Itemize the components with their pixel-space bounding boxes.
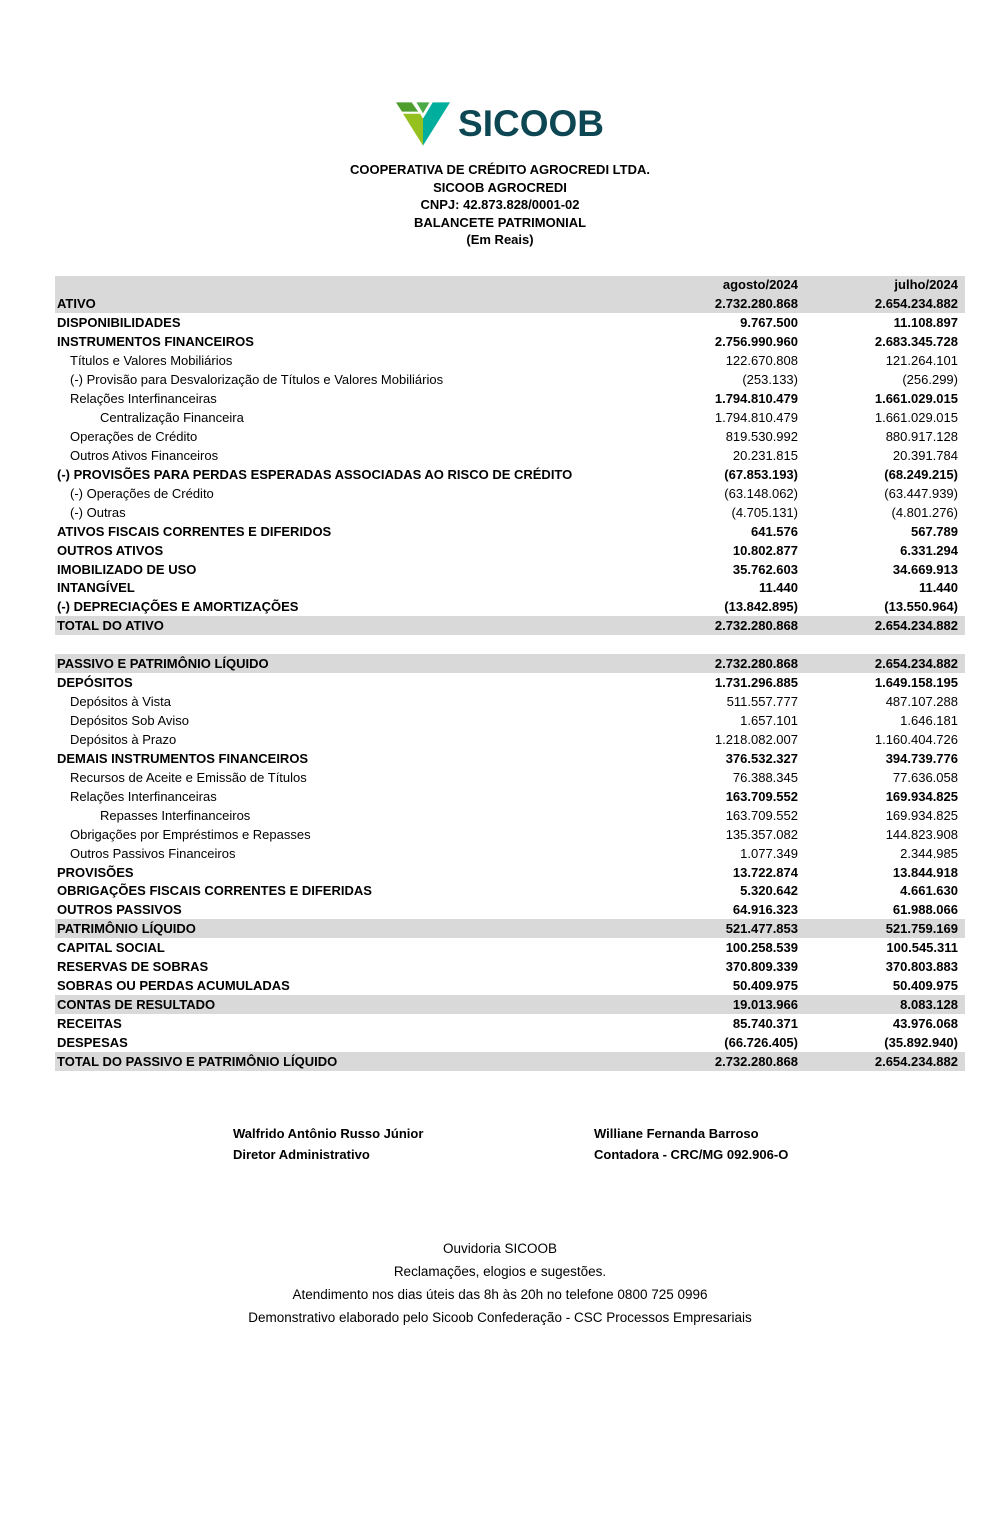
- row-value-julho: 1.661.029.015: [874, 410, 958, 426]
- row-value-julho: (13.550.964): [884, 599, 958, 615]
- row-label: Recursos de Aceite e Emissão de Títulos: [70, 769, 307, 785]
- row-label: Repasses Interfinanceiros: [100, 807, 251, 823]
- row-value-julho: 2.654.234.882: [874, 1053, 958, 1069]
- table-row: [55, 673, 965, 692]
- row-value-julho: (63.447.939): [884, 485, 958, 501]
- table-row: [55, 522, 965, 541]
- row-value-agosto: 1.794.810.479: [714, 391, 798, 407]
- table-row: [55, 749, 965, 768]
- row-value-agosto: (253.133): [742, 372, 798, 388]
- row-value-agosto: (13.842.895): [724, 599, 798, 615]
- row-value-julho: 20.391.784: [892, 447, 958, 463]
- table-row: [55, 995, 965, 1014]
- row-value-julho: 394.739.776: [885, 750, 958, 766]
- table-row: [55, 976, 965, 995]
- row-label: PROVISÕES: [57, 864, 134, 880]
- row-value-julho: 2.344.985: [900, 845, 958, 861]
- row-value-julho: 34.669.913: [892, 561, 958, 577]
- column-header-julho: julho/2024: [894, 277, 958, 293]
- signature-name: Williane Fernanda Barroso: [594, 1125, 759, 1141]
- row-value-julho: 2.654.234.882: [874, 618, 958, 634]
- row-value-agosto: 85.740.371: [732, 1016, 798, 1032]
- row-value-julho: 2.654.234.882: [874, 656, 958, 672]
- row-label: RESERVAS DE SOBRAS: [57, 959, 209, 975]
- table-row: [55, 635, 965, 654]
- table-row: [55, 957, 965, 976]
- row-value-julho: 11.440: [918, 580, 958, 596]
- row-value-julho: 169.934.825: [885, 807, 958, 823]
- row-label: Relações Interfinanceiras: [70, 788, 217, 804]
- row-value-agosto: 163.709.552: [725, 807, 798, 823]
- row-value-julho: 370.803.883: [885, 959, 958, 975]
- row-value-agosto: 122.670.808: [725, 353, 798, 369]
- table-row: [55, 768, 965, 787]
- row-value-julho: 43.976.068: [892, 1016, 958, 1032]
- row-label: Títulos e Valores Mobiliários: [70, 353, 233, 369]
- row-value-julho: 61.988.066: [892, 902, 958, 918]
- signature-left: [233, 1123, 423, 1165]
- signature-role: Contadora - CRC/MG 092.906-O: [594, 1146, 789, 1162]
- table-row: [55, 597, 965, 616]
- row-label: TOTAL DO PASSIVO E PATRIMÔNIO LÍQUIDO: [57, 1053, 338, 1069]
- row-value-agosto: 511.557.777: [726, 694, 798, 710]
- row-value-julho: 169.934.825: [885, 788, 958, 804]
- row-value-julho: 100.545.311: [886, 940, 958, 956]
- row-label: Operações de Crédito: [70, 428, 198, 444]
- row-value-agosto: 1.077.349: [740, 845, 798, 861]
- row-label: Depósitos à Vista: [70, 694, 171, 710]
- row-value-agosto: 11.440: [758, 580, 798, 596]
- footer: [0, 1237, 1000, 1329]
- row-value-agosto: 100.258.539: [725, 940, 798, 956]
- table-row: [55, 294, 965, 313]
- cnpj: CNPJ: 42.873.828/0001-02: [420, 197, 580, 212]
- row-value-julho: 1.649.158.195: [874, 675, 958, 691]
- report-title: BALANCETE PATRIMONIAL: [413, 214, 587, 230]
- row-label: Outros Passivos Financeiros: [70, 845, 236, 861]
- signature-right: [594, 1123, 788, 1165]
- row-value-julho: (35.892.940): [884, 1034, 958, 1050]
- sicoob-logo: [0, 100, 1000, 148]
- row-value-julho: 521.759.169: [885, 921, 958, 937]
- row-value-julho: (68.249.215): [884, 466, 958, 482]
- signature-role: Diretor Administrativo: [233, 1146, 370, 1162]
- row-value-julho: (256.299): [902, 372, 958, 388]
- row-label: INSTRUMENTOS FINANCEIROS: [57, 334, 254, 350]
- footer-line-atendimento: Atendimento nos dias úteis das 8h às 20h no telefone 0800 725 0996: [292, 1286, 708, 1302]
- row-value-agosto: 2.732.280.868: [714, 296, 798, 312]
- row-value-agosto: 50.409.975: [732, 978, 798, 994]
- row-value-agosto: 20.231.815: [732, 447, 798, 463]
- footer-line-reclamacoes: Reclamações, elogios e sugestões.: [393, 1263, 607, 1279]
- row-label: Obrigações por Empréstimos e Repasses: [70, 826, 311, 842]
- row-value-julho: 50.409.975: [892, 978, 958, 994]
- row-label: CAPITAL SOCIAL: [57, 940, 165, 956]
- row-label: (-) Provisão para Desvalorização de Títulos e Valores Mobiliários: [70, 372, 444, 388]
- row-value-agosto: (63.148.062): [724, 485, 798, 501]
- sicoob-chevron-icon: [396, 102, 450, 146]
- brand-wordmark: SICOOB: [458, 103, 604, 144]
- table-row: [55, 806, 965, 825]
- table-row: [55, 825, 965, 844]
- row-label: (-) Operações de Crédito: [70, 485, 214, 501]
- row-value-julho: 1.160.404.726: [874, 731, 958, 747]
- row-label: IMOBILIZADO DE USO: [57, 561, 197, 577]
- balance-table-body: [55, 294, 965, 1070]
- row-label: DEMAIS INSTRUMENTOS FINANCEIROS: [57, 750, 309, 766]
- row-label: DESPESAS: [57, 1034, 128, 1050]
- row-value-julho: 8.083.128: [900, 997, 958, 1013]
- row-value-agosto: 10.802.877: [732, 542, 798, 558]
- row-value-agosto: 19.013.966: [732, 997, 798, 1013]
- row-value-agosto: (66.726.405): [724, 1034, 798, 1050]
- row-value-agosto: 370.809.339: [725, 959, 798, 975]
- balance-table: [55, 276, 965, 1071]
- row-value-julho: 1.646.181: [900, 713, 958, 729]
- row-value-julho: 487.107.288: [885, 694, 958, 710]
- table-row: [55, 844, 965, 863]
- table-row: [55, 711, 965, 730]
- table-row: [55, 465, 965, 484]
- row-value-agosto: 2.756.990.960: [714, 334, 798, 350]
- row-value-julho: 77.636.058: [892, 769, 958, 785]
- row-label: Depósitos Sob Aviso: [70, 713, 189, 729]
- table-header-row: [55, 276, 965, 295]
- org-short-name: SICOOB AGROCREDI: [433, 179, 567, 195]
- footer-line-demonstrativo: Demonstrativo elaborado pelo Sicoob Confederação - CSC Processos Empresariais: [248, 1309, 752, 1325]
- row-value-agosto: 521.477.853: [725, 921, 798, 937]
- row-label: DEPÓSITOS: [57, 675, 133, 691]
- table-row: [55, 503, 965, 522]
- row-value-julho: 4.661.630: [900, 883, 958, 899]
- row-value-agosto: 1.794.810.479: [714, 410, 798, 426]
- row-label: CONTAS DE RESULTADO: [57, 997, 216, 1013]
- document-header: [0, 161, 1000, 249]
- row-label: (-) Outras: [70, 504, 126, 520]
- currency-note: (Em Reais): [466, 232, 534, 247]
- table-row: [55, 332, 965, 351]
- table-row: [55, 389, 965, 408]
- row-label: ATIVOS FISCAIS CORRENTES E DIFERIDOS: [57, 523, 332, 539]
- row-label: SOBRAS OU PERDAS ACUMULADAS: [57, 978, 290, 994]
- table-row: [55, 484, 965, 503]
- row-label: Centralização Financeira: [100, 410, 244, 426]
- row-value-agosto: 163.709.552: [725, 788, 798, 804]
- row-value-agosto: (67.853.193): [724, 466, 798, 482]
- row-label: DISPONIBILIDADES: [57, 315, 181, 331]
- table-row: [55, 370, 965, 389]
- row-value-agosto: 13.722.874: [732, 864, 798, 880]
- row-value-julho: 13.844.918: [892, 864, 958, 880]
- table-row: [55, 730, 965, 749]
- row-label: OUTROS PASSIVOS: [57, 902, 182, 918]
- row-label: Depósitos à Prazo: [70, 731, 177, 747]
- row-label: PATRIMÔNIO LÍQUIDO: [57, 921, 196, 937]
- row-value-julho: 567.789: [911, 523, 958, 539]
- row-label: (-) PROVISÕES PARA PERDAS ESPERADAS ASSOCIADAS AO RISCO DE CRÉDITO: [57, 466, 573, 482]
- footer-line-ouvidoria: Ouvidoria SICOOB: [442, 1240, 558, 1256]
- row-value-agosto: 5.320.642: [740, 883, 798, 899]
- table-row: [55, 1033, 965, 1052]
- row-value-agosto: 2.732.280.868: [714, 1053, 798, 1069]
- table-row: [55, 938, 965, 957]
- table-row: [55, 1014, 965, 1033]
- row-label: PASSIVO E PATRIMÔNIO LÍQUIDO: [57, 656, 269, 672]
- row-value-julho: (4.801.276): [891, 504, 958, 520]
- row-value-julho: 2.654.234.882: [874, 296, 958, 312]
- row-value-agosto: 35.762.603: [732, 561, 798, 577]
- row-value-agosto: 9.767.500: [740, 315, 798, 331]
- table-row: [55, 616, 965, 635]
- table-row: [55, 446, 965, 465]
- row-value-agosto: 1.657.101: [740, 713, 798, 729]
- table-row: [55, 787, 965, 806]
- table-row: [55, 919, 965, 938]
- row-value-agosto: 819.530.992: [725, 428, 798, 444]
- row-value-agosto: 1.731.296.885: [714, 675, 798, 691]
- row-label: ATIVO: [57, 296, 96, 312]
- row-value-agosto: (4.705.131): [731, 504, 798, 520]
- table-row: [55, 654, 965, 673]
- row-value-agosto: 64.916.323: [732, 902, 798, 918]
- table-row: [55, 313, 965, 332]
- row-label: (-) DEPRECIAÇÕES E AMORTIZAÇÕES: [57, 599, 299, 615]
- table-row: [55, 882, 965, 901]
- table-row: [55, 579, 965, 598]
- row-value-julho: 6.331.294: [900, 542, 958, 558]
- row-value-agosto: 76.388.345: [732, 769, 798, 785]
- table-row: [55, 427, 965, 446]
- table-row: [55, 560, 965, 579]
- row-value-agosto: 2.732.280.868: [714, 656, 798, 672]
- signature-block: [0, 1123, 1000, 1187]
- row-label: TOTAL DO ATIVO: [57, 618, 164, 634]
- table-row: [55, 541, 965, 560]
- row-label: RECEITAS: [57, 1016, 122, 1032]
- table-row: [55, 863, 965, 882]
- row-value-julho: 1.661.029.015: [874, 391, 958, 407]
- row-value-julho: 144.823.908: [885, 826, 958, 842]
- org-name: COOPERATIVA DE CRÉDITO AGROCREDI LTDA.: [350, 162, 650, 177]
- row-value-agosto: 376.532.327: [725, 750, 798, 766]
- row-value-julho: 880.917.128: [885, 428, 958, 444]
- table-row: [55, 351, 965, 370]
- table-row: [55, 408, 965, 427]
- row-value-agosto: 135.357.082: [725, 826, 798, 842]
- row-label: OBRIGAÇÕES FISCAIS CORRENTES E DIFERIDAS: [57, 883, 372, 899]
- row-label: INTANGÍVEL: [57, 580, 135, 596]
- column-header-agosto: agosto/2024: [722, 277, 798, 293]
- signature-name: Walfrido Antônio Russo Júnior: [233, 1125, 424, 1141]
- row-value-julho: 121.264.101: [885, 353, 958, 369]
- row-value-julho: 11.108.897: [893, 315, 958, 331]
- table-row: [55, 692, 965, 711]
- row-label: Outros Ativos Financeiros: [70, 447, 219, 463]
- row-label: OUTROS ATIVOS: [57, 542, 164, 558]
- table-row: [55, 900, 965, 919]
- row-value-julho: 2.683.345.728: [874, 334, 958, 350]
- row-value-agosto: 641.576: [751, 523, 798, 539]
- row-value-agosto: 2.732.280.868: [714, 618, 798, 634]
- row-value-agosto: 1.218.082.007: [714, 731, 798, 747]
- row-label: Relações Interfinanceiras: [70, 391, 217, 407]
- table-row: [55, 1052, 965, 1071]
